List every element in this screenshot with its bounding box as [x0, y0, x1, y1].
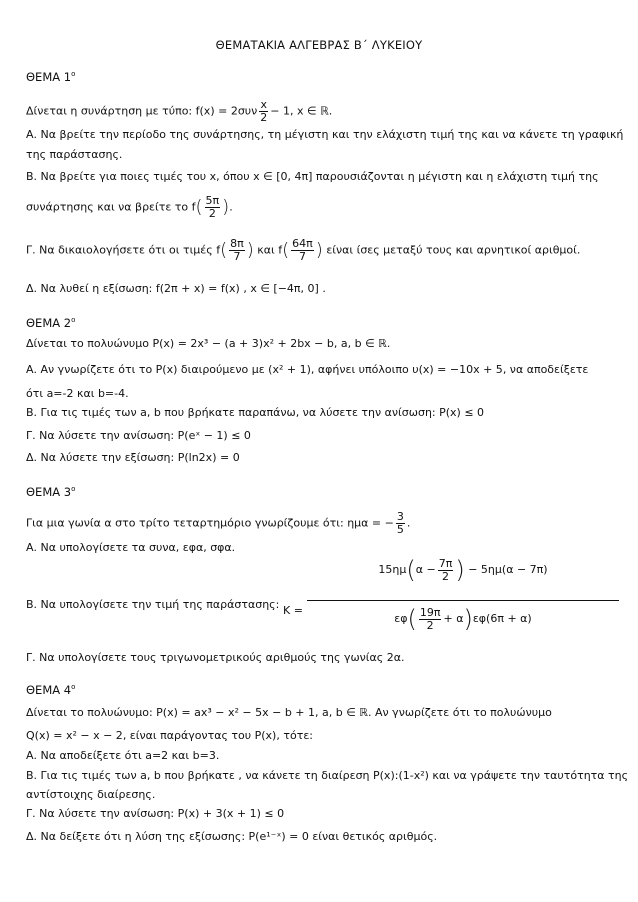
- theme4-intro: Δίνεται το πολυώνυμο: P(x) = ax³ − x² − 5x − b + 1, a, b ∈ ℝ. Αν γνωρίζετε ότι το πολυώνυμο: [26, 706, 552, 719]
- theme2-b: Β. Για τις τιμές των a, b που βρήκατε παραπάνω, να λύσετε την ανίσωση: P(x) ≤ 0: [26, 406, 485, 419]
- theme1-a-line2: της παράστασης.: [26, 148, 123, 161]
- theme1-b-line1: Β. Να βρείτε για ποιες τιμές του x, όπου x ∈ [0, 4π] παρουσιάζονται η μέγιστη και η ελάχιστη τιμή της: [26, 170, 599, 183]
- theme1-heading: ΘΕΜΑ $1^o$: [26, 70, 76, 84]
- document-page: ΘΕΜΑΤΑΚΙΑ ΑΛΓΕΒΡΑΣ Β΄ ΛΥΚΕΙΟΥ ΘΕΜΑ $1^o$ Δίνεται η συνάρτηση με τύπο: f(x) = 2συν $\frac{x}{2}$ − 1, x ∈ ℝ. Α. Να βρείτε την περίοδο της συνάρτησης, τη μέγιστη και την ελάχιστη τιμή της και να κάνετε τη γραφική της παράστασης. Β. Να βρείτε για ποιες τιμές του x, όπου x ∈ [0, 4π] παρουσιάζονται η μέγιστη και η ελάχιστη τιμή της συνάρτησης και να βρείτε το f( $\frac{5\pi}{2}$ ). Γ. Να δικαιολογήσετε ότι οι τιμές f( $\frac{8\pi}{7}$ ) και f( $\frac{64\pi}{7}$ ) είναι ίσες μεταξύ τους και αρνητικοί αριθμοί. Δ. Να λυθεί η εξίσωση: f(2π + x) = f(x) , x ∈ [−4π, 0] . ΘΕΜΑ $2^o$ Δίνεται το πολυώνυμο P(x) = 2x³ − (a + 3)x² + 2bx − b, a, b ∈ ℝ. Α. Αν γνωρίζετε ότι το P(x) διαιρούμενο με (x² + 1), αφήνει υπόλοιπο υ(x) = −10x + 5, να αποδείξετε ότι a=-2 και b=-4. Β. Για τις τιμές των a, b που βρήκατε παραπάνω, να λύσετε την ανίσωση: P(x) ≤ 0 Γ. Να λύσετε την ανίσωση: P(eˣ − 1) ≤ 0 Δ. Να λύσετε την εξίσωση: P(ln2x) = 0 ΘΕΜΑ $3^o$ Για μια γωνία α στο τρίτο τεταρτημόριο γνωρίζουμε ότι: ημα = − $\frac{3}{5}$ . Α. Να υπολογίσετε τα συνα, εφα, σφα. Β. Να υπολογίσετε την τιμή της παράστασης: Κ = 15ημ(α − $\frac{7\pi}{2}$ ) − 5ημ(α − 7π) εφ( $\frac{19\pi}{2}$ + α)εφ(6π + α) Γ. Να υπολογίσετε τους τριγωνομετρικούς αριθμούς της γωνίας 2α. ΘΕΜΑ $4^o$ Δίνεται το πολυώνυμο: P(x) = ax³ − x² − 5x − b + 1, a, b ∈ ℝ. Αν γνωρίζετε ότι το πολυώνυμο Q(x) = x² − x − 2, είναι παράγοντας του P(x), τότε: Α. Να αποδείξετε ότι a=2 και b=3. Β. Για τις τιμές των a, b που βρήκατε , να κάνετε τη διαίρεση P(x):(1-x²) και να γράψετε την ταυτότητα της αντίστοιχης διαίρεσης. Γ. Να λύσετε την ανίσωση: P(x) + 3(x + 1) ≤ 0 Δ. Να δείξετε ότι η λύση της εξίσωσης: P(e¹⁻ˣ) = 0 είναι θετικός αριθμός.: [0, 0, 638, 902]
- document-title: ΘΕΜΑΤΑΚΙΑ ΑΛΓΕΒΡΑΣ Β΄ ΛΥΚΕΙΟΥ: [215, 38, 423, 52]
- theme2-c: Γ. Να λύσετε την ανίσωση: P(eˣ − 1) ≤ 0: [26, 429, 251, 442]
- theme2-a-line2: ότι a=-2 και b=-4.: [26, 387, 129, 400]
- theme2-intro: Δίνεται το πολυώνυμο P(x) = 2x³ − (a + 3)x² + 2bx − b, a, b ∈ ℝ.: [26, 337, 391, 350]
- theme2-d: Δ. Να λύσετε την εξίσωση: P(ln2x) = 0: [26, 451, 240, 464]
- theme4-d: Δ. Να δείξετε ότι η λύση της εξίσωσης: P(e¹⁻ˣ) = 0 είναι θετικός αριθμός.: [26, 830, 438, 843]
- theme3-intro: Για μια γωνία α στο τρίτο τεταρτημόριο γνωρίζουμε ότι: ημα = − $\frac{3}{5}$ .: [26, 510, 411, 536]
- theme4-heading: ΘΕΜΑ $4^o$: [26, 683, 76, 697]
- expression-numerator: 15ημ(α − $\frac{7\pi}{2}$ ) − 5ημ(α − 7π): [378, 556, 548, 584]
- theme1-d: Δ. Να λυθεί η εξίσωση: f(2π + x) = f(x) , x ∈ [−4π, 0] .: [26, 282, 326, 295]
- expression-fraction-bar: [307, 600, 619, 601]
- theme3-c: Γ. Να υπολογίσετε τους τριγωνομετρικούς αριθμούς της γωνίας 2α.: [26, 651, 405, 664]
- theme2-a-line1: Α. Αν γνωρίζετε ότι το P(x) διαιρούμενο με (x² + 1), αφήνει υπόλοιπο υ(x) = −10x + 5, να αποδείξετε: [26, 363, 589, 376]
- theme3-b: Β. Να υπολογίσετε την τιμή της παράστασης:: [26, 598, 280, 611]
- theme1-c: Γ. Να δικαιολογήσετε ότι οι τιμές f( $\frac{8\pi}{7}$ ) και f( $\frac{64\pi}{7}$ ) είναι ίσες μεταξύ τους και αρνητικοί αριθμοί.: [26, 237, 581, 263]
- expression-denominator: εφ( $\frac{19\pi}{2}$ + α)εφ(6π + α): [394, 605, 532, 633]
- theme4-q: Q(x) = x² − x − 2, είναι παράγοντας του P(x), τότε:: [26, 729, 313, 742]
- theme1-b-line2: συνάρτησης και να βρείτε το f( $\frac{5\pi}{2}$ ).: [26, 194, 233, 220]
- theme3-heading: ΘΕΜΑ $3^o$: [26, 485, 76, 499]
- theme2-heading: ΘΕΜΑ $2^o$: [26, 316, 76, 330]
- theme4-c: Γ. Να λύσετε την ανίσωση: P(x) + 3(x + 1) ≤ 0: [26, 807, 285, 820]
- theme1-a-line1: Α. Να βρείτε την περίοδο της συνάρτησης, τη μέγιστη και την ελάχιστη τιμή της και να κάνετε τη γραφική: [26, 128, 624, 141]
- theme4-a: Α. Να αποδείξετε ότι a=2 και b=3.: [26, 749, 220, 762]
- theme1-intro: Δίνεται η συνάρτηση με τύπο: f(x) = 2συν $\frac{x}{2}$ − 1, x ∈ ℝ.: [26, 98, 333, 124]
- theme4-b-line1: Β. Για τις τιμές των a, b που βρήκατε , να κάνετε τη διαίρεση P(x):(1-x²) και να γράψετε την ταυτότητα της: [26, 769, 629, 782]
- theme3-a: Α. Να υπολογίσετε τα συνα, εφα, σφα.: [26, 541, 236, 554]
- theme4-b-line2: αντίστοιχης διαίρεσης.: [26, 788, 156, 801]
